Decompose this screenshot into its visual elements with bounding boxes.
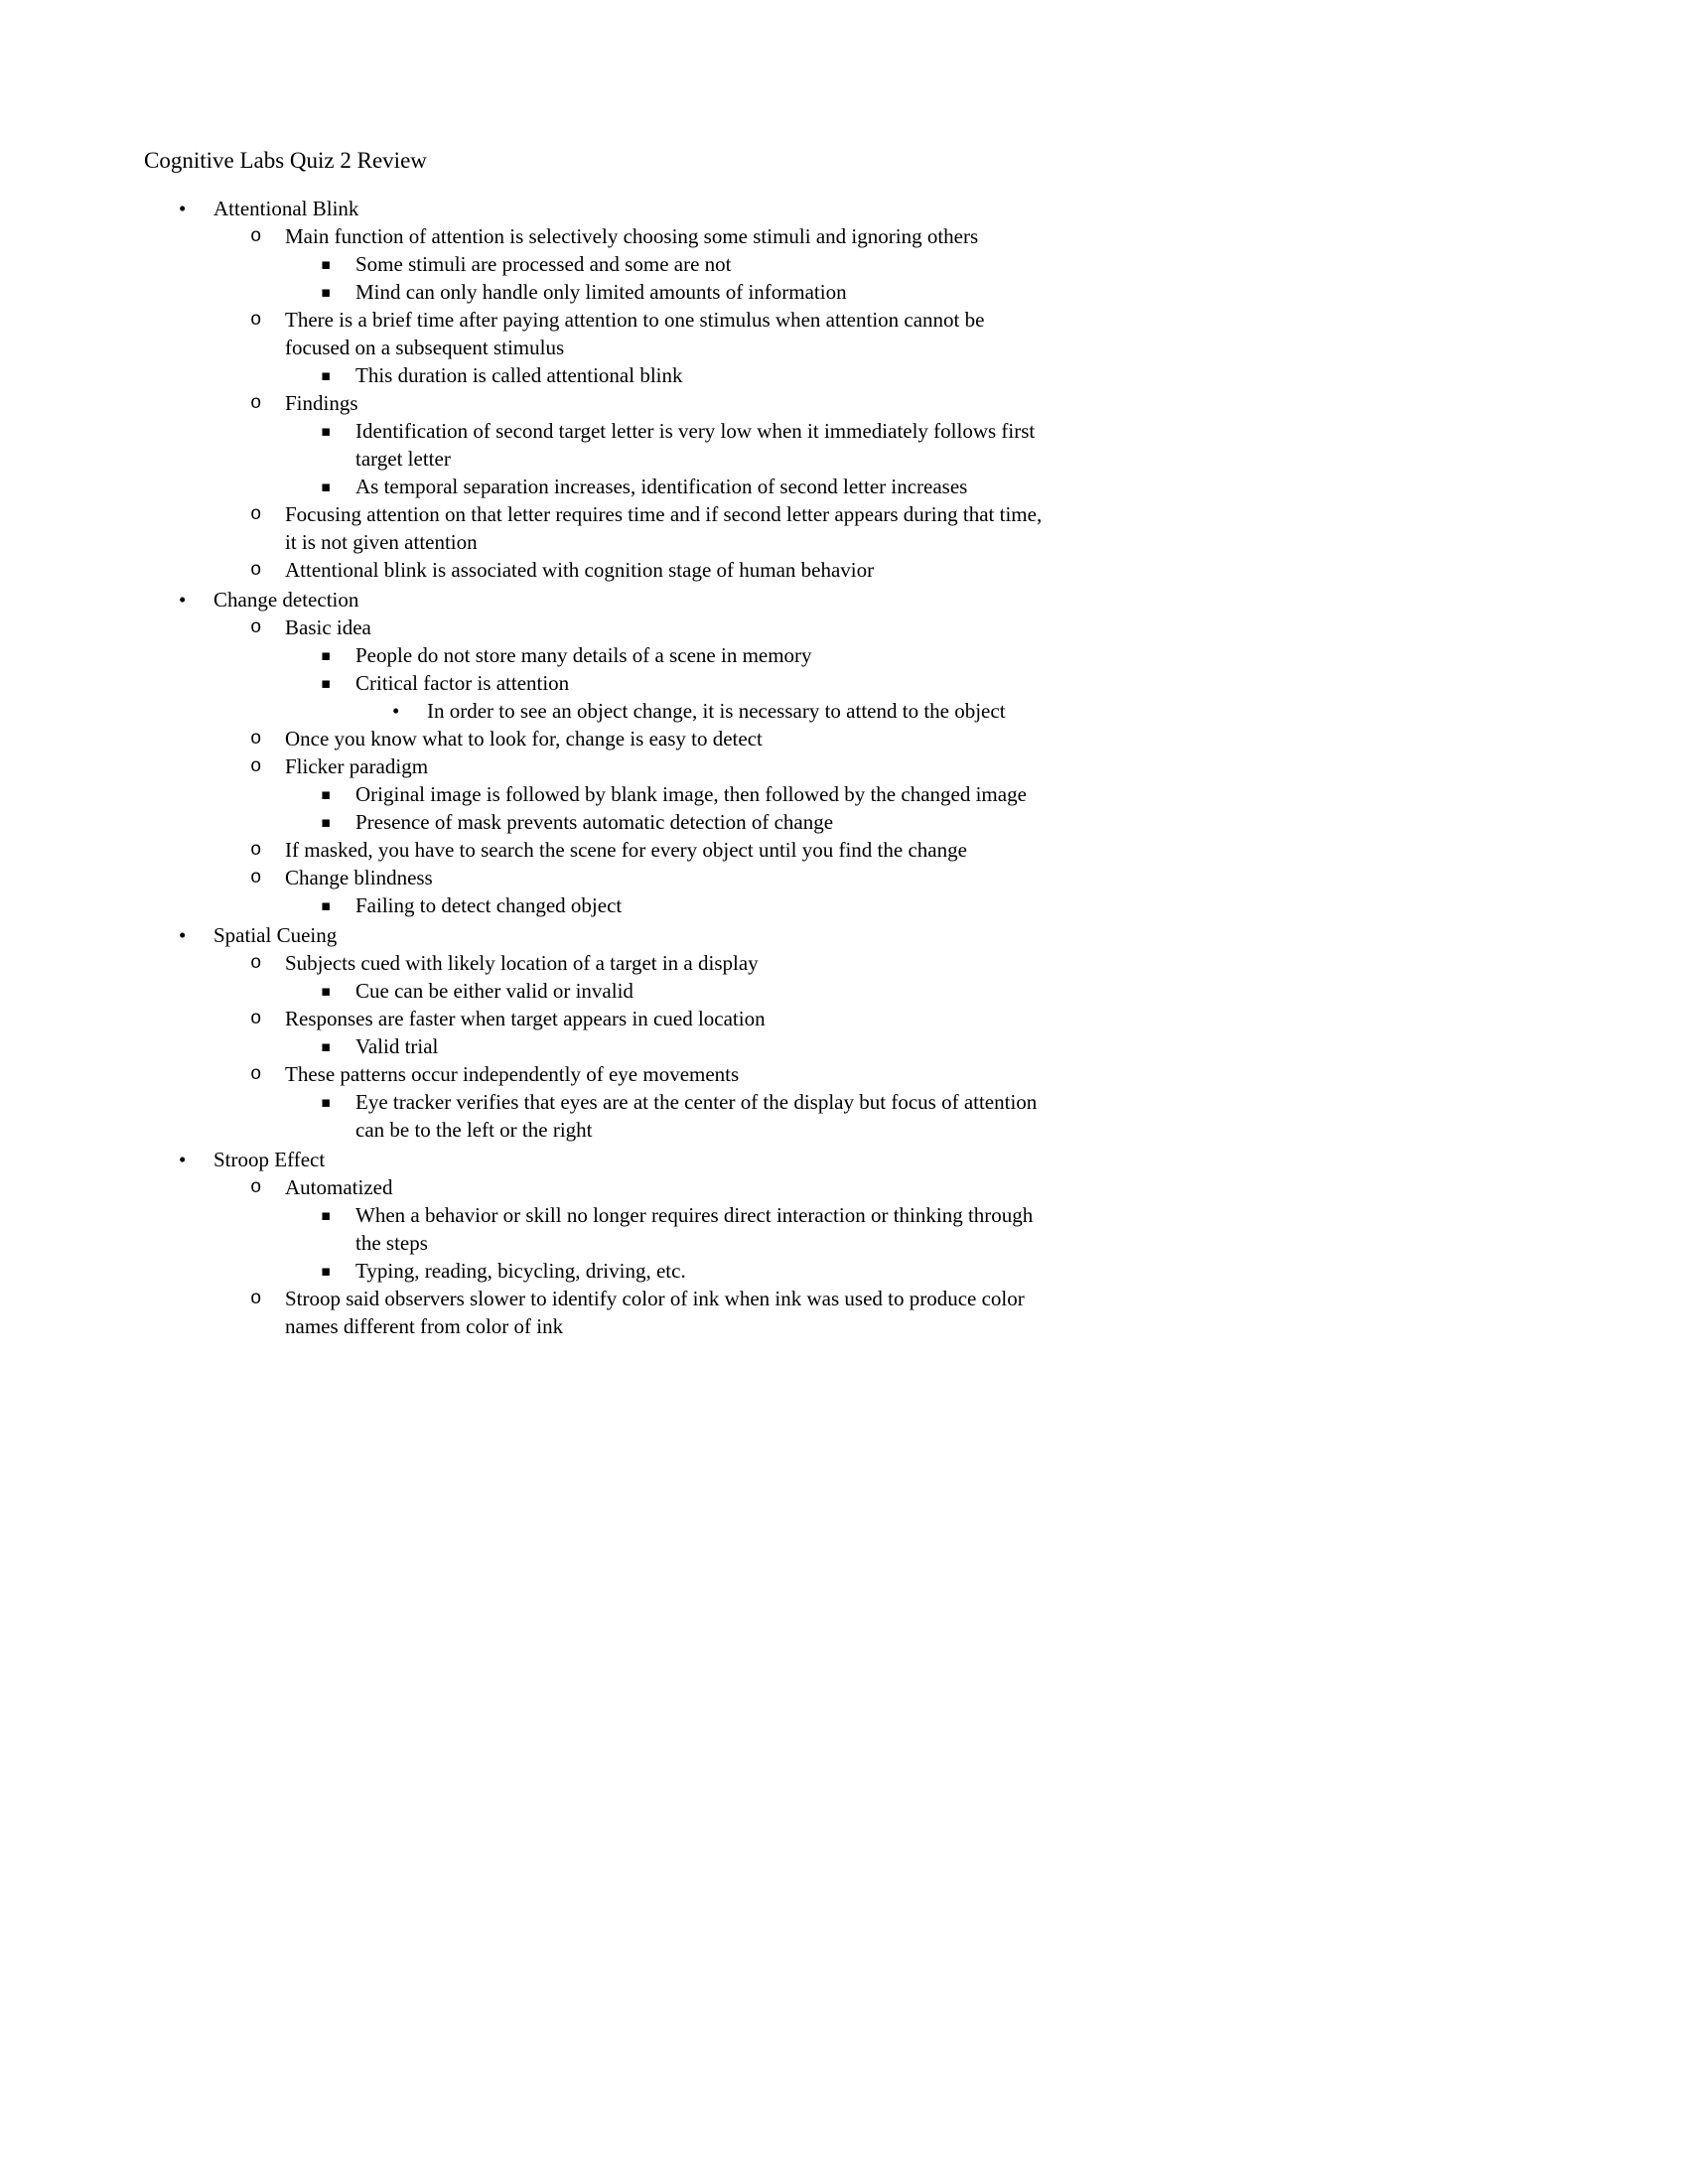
- bullet-level-3-icon: ▪: [321, 255, 332, 273]
- outline-list: [144, 195, 1053, 1340]
- list-item-text: People do not store many details of a scene in memory: [355, 643, 812, 667]
- list-item-text: Original image is followed by blank image, then followed by the changed image: [355, 782, 1027, 806]
- bullet-level-3-icon: ▪: [321, 674, 332, 692]
- list-item-level-3: [321, 891, 1053, 919]
- bullet-level-3-icon: ▪: [321, 366, 332, 384]
- bullet-level-3-icon: ▪: [321, 1093, 332, 1111]
- bullet-level-2-icon: o: [250, 616, 262, 638]
- bullet-level-3-icon: ▪: [321, 785, 332, 803]
- list-item-text: Typing, reading, bicycling, driving, etc.: [355, 1259, 686, 1283]
- list-item-text: Change blindness: [285, 866, 433, 889]
- list-item-text: Identification of second target letter is very low when it immediately follows first target letter: [355, 419, 1036, 471]
- bullet-level-1-icon: •: [179, 588, 187, 612]
- list-item-level-1: [179, 921, 1053, 949]
- list-item-level-3: [321, 278, 1053, 306]
- bullet-level-1-icon: •: [179, 197, 187, 220]
- list-item-level-2: [250, 389, 1053, 417]
- list-item-level-3: [321, 669, 1053, 697]
- list-item-text: Basic idea: [285, 615, 371, 639]
- list-item-text: Main function of attention is selectively choosing some stimuli and ignoring others: [285, 224, 979, 248]
- bullet-level-2-icon: o: [250, 503, 262, 525]
- bullet-level-3-icon: ▪: [321, 646, 332, 664]
- bullet-level-2-icon: o: [250, 867, 262, 888]
- bullet-level-2-icon: o: [250, 755, 262, 777]
- bullet-level-3-icon: ▪: [321, 813, 332, 831]
- list-item-level-2: [250, 1173, 1053, 1201]
- list-item-text: Mind can only handle only limited amounts of information: [355, 280, 847, 304]
- bullet-level-3-icon: ▪: [321, 1262, 332, 1280]
- list-item-text: Eye tracker verifies that eyes are at the center of the display but focus of attention can be to the left or the right: [355, 1090, 1038, 1142]
- list-item-text: Critical factor is attention: [355, 671, 570, 695]
- list-item-text: Automatized: [285, 1175, 393, 1199]
- list-item-text: Some stimuli are processed and some are not: [355, 252, 732, 276]
- list-item-level-4: [392, 697, 1053, 725]
- list-item-text: Spatial Cueing: [213, 923, 338, 947]
- list-item-text: Stroop said observers slower to identify color of ink when ink was used to produce color names different from color of ink: [285, 1287, 1025, 1338]
- list-item-level-3: [321, 473, 1053, 500]
- list-item-level-3: [321, 1257, 1053, 1285]
- list-item-level-3: [321, 250, 1053, 278]
- list-item-level-2: [250, 500, 1053, 556]
- list-item-level-1: [179, 586, 1053, 614]
- list-item-level-2: [250, 222, 1053, 250]
- list-item-text: Stroop Effect: [213, 1148, 326, 1171]
- list-item-level-3: [321, 1201, 1053, 1257]
- list-item-level-2: [250, 556, 1053, 584]
- bullet-level-4-icon: •: [392, 699, 400, 723]
- bullet-level-2-icon: o: [250, 309, 262, 331]
- bullet-level-3-icon: ▪: [321, 896, 332, 914]
- list-item-level-3: [321, 808, 1053, 836]
- bullet-level-2-icon: o: [250, 728, 262, 750]
- bullet-level-2-icon: o: [250, 952, 262, 974]
- bullet-level-3-icon: ▪: [321, 1037, 332, 1055]
- list-item-text: This duration is called attentional blink: [355, 363, 683, 387]
- bullet-level-3-icon: ▪: [321, 1206, 332, 1224]
- list-item-text: As temporal separation increases, identification of second letter increases: [355, 475, 968, 498]
- list-item-level-2: [250, 306, 1053, 361]
- list-item-level-2: [250, 725, 1053, 752]
- list-item-text: Attentional blink is associated with cognition stage of human behavior: [285, 558, 875, 582]
- document-content: [144, 147, 1053, 1340]
- list-item-level-1: [179, 1146, 1053, 1173]
- bullet-level-1-icon: •: [179, 1148, 187, 1171]
- list-item-text: These patterns occur independently of eye movements: [285, 1062, 740, 1086]
- list-item-text: In order to see an object change, it is necessary to attend to the object: [427, 699, 1006, 723]
- list-item-level-2: [250, 1060, 1053, 1088]
- document-title: Cognitive Labs Quiz 2 Review: [144, 148, 427, 173]
- list-item-level-3: [321, 977, 1053, 1005]
- list-item-text: Presence of mask prevents automatic detection of change: [355, 810, 834, 834]
- list-item-level-3: [321, 361, 1053, 389]
- list-item-text: Cue can be either valid or invalid: [355, 979, 633, 1003]
- bullet-level-2-icon: o: [250, 1288, 262, 1309]
- list-item-text: Attentional Blink: [213, 197, 359, 220]
- list-item-level-1: [179, 195, 1053, 222]
- list-item-level-3: [321, 417, 1053, 473]
- list-item-level-2: [250, 614, 1053, 641]
- list-item-level-2: [250, 752, 1053, 780]
- list-item-text: Responses are faster when target appears in cued location: [285, 1007, 766, 1030]
- list-item-text: Valid trial: [355, 1034, 439, 1058]
- list-item-text: Findings: [285, 391, 358, 415]
- list-item-text: Flicker paradigm: [285, 754, 429, 778]
- list-item-level-3: [321, 1088, 1053, 1144]
- bullet-level-2-icon: o: [250, 392, 262, 414]
- bullet-level-2-icon: o: [250, 225, 262, 247]
- bullet-level-2-icon: o: [250, 1008, 262, 1029]
- bullet-level-2-icon: o: [250, 1176, 262, 1198]
- bullet-level-3-icon: ▪: [321, 283, 332, 301]
- bullet-level-3-icon: ▪: [321, 982, 332, 1000]
- bullet-level-3-icon: ▪: [321, 422, 332, 440]
- list-item-level-3: [321, 780, 1053, 808]
- list-item-level-3: [321, 641, 1053, 669]
- list-item-level-3: [321, 1032, 1053, 1060]
- list-item-text: Subjects cued with likely location of a target in a display: [285, 951, 759, 975]
- list-item-text: Once you know what to look for, change is easy to detect: [285, 727, 763, 751]
- list-item-level-2: [250, 949, 1053, 977]
- list-item-text: When a behavior or skill no longer requires direct interaction or thinking through the steps: [355, 1203, 1034, 1255]
- list-item-text: If masked, you have to search the scene for every object until you find the change: [285, 838, 967, 862]
- bullet-level-2-icon: o: [250, 559, 262, 581]
- list-item-level-2: [250, 864, 1053, 891]
- list-item-text: There is a brief time after paying attention to one stimulus when attention cannot be focused on a subsequent stimulus: [285, 308, 985, 359]
- bullet-level-3-icon: ▪: [321, 478, 332, 495]
- list-item-level-2: [250, 1285, 1053, 1340]
- bullet-level-2-icon: o: [250, 839, 262, 861]
- bullet-level-2-icon: o: [250, 1063, 262, 1085]
- list-item-level-2: [250, 1005, 1053, 1032]
- list-item-text: Change detection: [213, 588, 359, 612]
- list-item-text: Failing to detect changed object: [355, 893, 623, 917]
- list-item-level-2: [250, 836, 1053, 864]
- bullet-level-1-icon: •: [179, 923, 187, 947]
- list-item-text: Focusing attention on that letter requires time and if second letter appears during that time, it is not given attention: [285, 502, 1043, 554]
